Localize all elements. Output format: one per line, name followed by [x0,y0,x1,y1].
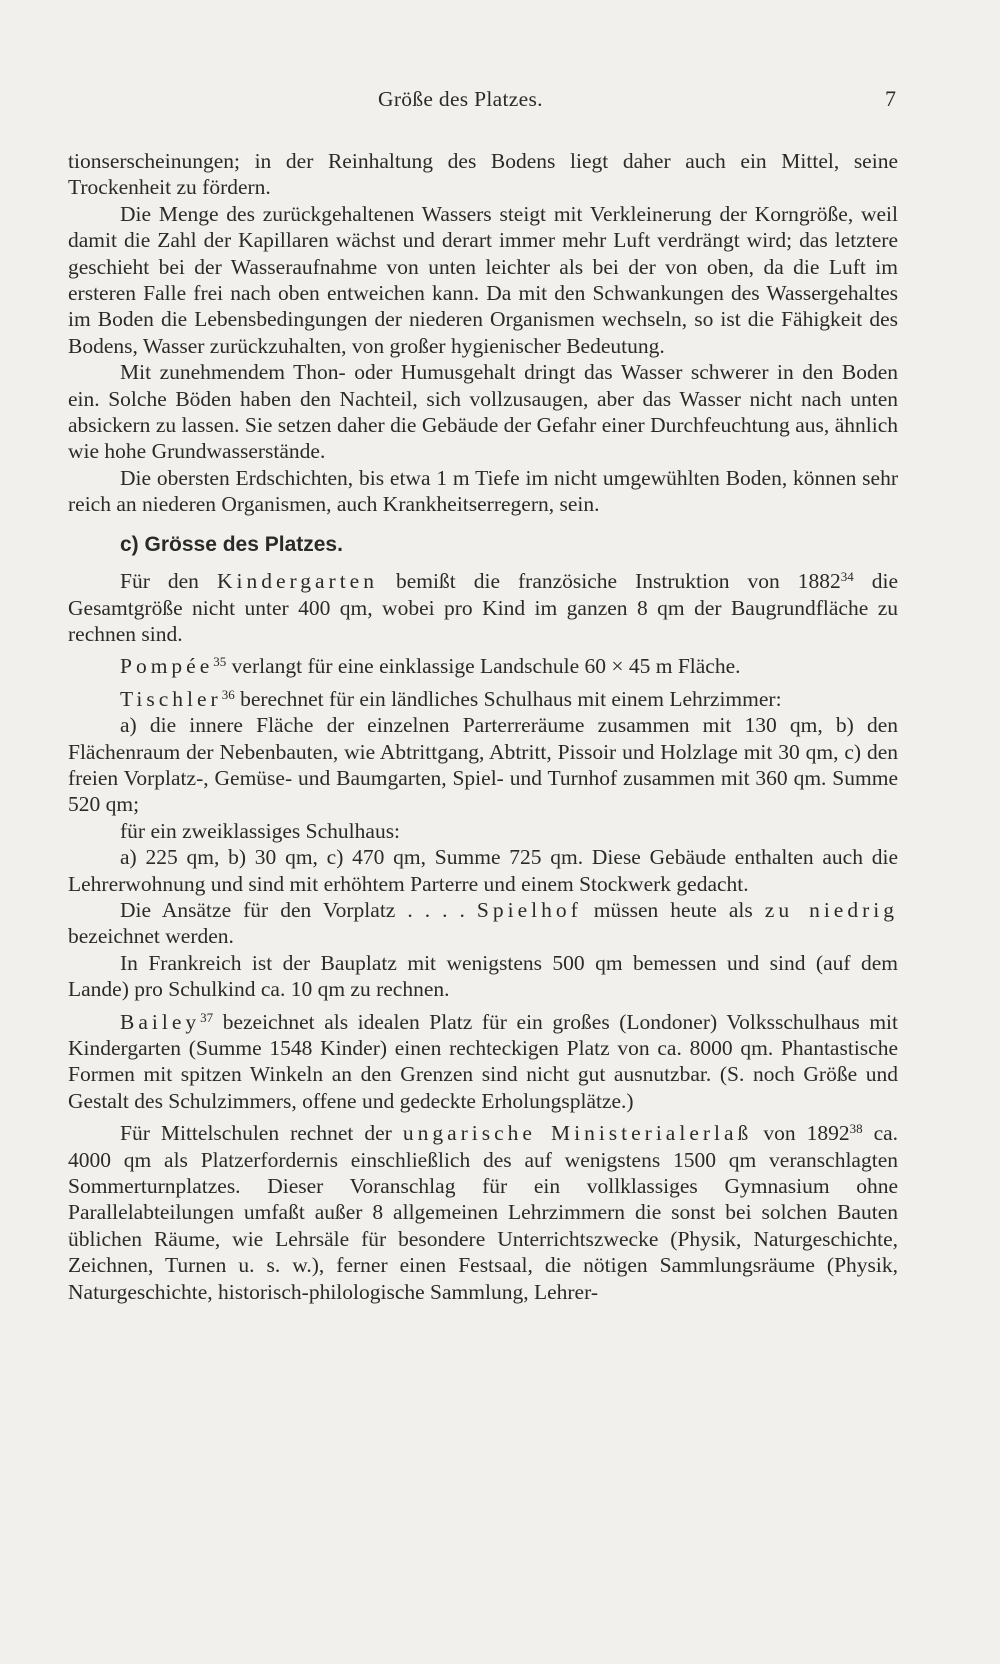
paragraph-water-retention: Die Menge des zurückgehaltenen Wassers steigt mit Verkleinerung der Korngröße, weil damit die Zahl der Kapillaren wächst und derart immer mehr Luft verdrängt wird; das letztere geschieht bei der Wasseraufnahme von unten leichter als bei der von oben, da die Luft im ersteren Falle frei nach oben entweichen kann. Da mit den Schwankungen des Wassergehaltes im Boden die Lebensbedingungen der niederen Organismen wechseln, so ist die Fähigkeit des Bodens, Wasser zurückzuhalten, von großer hygienischer Bedeutung. [68,201,898,358]
text-segment: von 1892 [763,1121,850,1146]
paragraph-continuation: tionserscheinungen; in der Reinhaltung des Bodens liegt daher auch ein Mittel, seine Trockenheit zu fördern. [68,149,898,200]
author-name: Pompée [120,654,214,679]
text-segment: Die Ansätze für den Vorplatz . . . . [120,897,465,922]
footnote-ref: 37 [200,1009,214,1025]
paragraph-clay-humus: Mit zunehmendem Thon- oder Humusgehalt dringt das Wasser schwerer in den Boden ein. Solche Böden haben den Nachteil, sich vollzusaugen, aber das Wasser nicht nach unten absickern zu lassen. Sie setzen daher die Gebäude der Gefahr einer Durchfeuchtung aus, ähnlich wie hohe Grundwasserstände. [68,360,898,464]
section-heading: c) Grösse des Platzes. [120,532,343,556]
spaced-term: ungarische Ministerialerlaß [402,1121,753,1146]
footnote-ref: 35 [213,654,227,670]
running-head: Größe des Platzes. [378,87,543,111]
page-number: 7 [885,86,896,111]
footnote-ref: 34 [840,569,854,585]
page-body [68,148,898,1305]
paragraph-soil-layers: Die obersten Erdschichten, bis etwa 1 m Tiefe im nicht umgewühlten Boden, können sehr reich an niederen Organismen, auch Krankheitserregern, sein. [68,465,898,517]
paragraph-frankreich: In Frankreich ist der Bauplatz mit wenigstens 500 qm bemessen und sind (auf dem Lande) pro Schulkind ca. 10 qm zu rechnen. [68,950,898,1002]
text-segment: verlangt für eine einklassige Landschule 60 × 45 m Fläche. [231,654,741,679]
spaced-term: zu niedrig [764,897,898,922]
text-segment: bemißt die französiche Instruktion von 1882 [396,569,841,594]
text-segment: Für Mittelschulen rechnet der [120,1121,392,1146]
paragraph-pompee [68,653,898,679]
text-segment: Für den [120,569,199,594]
text-segment: bezeichnet als idealen Platz für ein großes (Londoner) Volksschulhaus mit Kindergarten (Summe 1548 Kinder) einen rechteckigen Platz von ca. 8000 qm. Phantastische Formen mit spitzen Winkeln an den Grenzen sind nicht gut ausnutzbar. (S. noch Größe und Gestalt des Schulzimmers, offene und gedeckte Erholungsplätze.) [68,1009,898,1113]
footnote-ref: 38 [849,1121,863,1137]
paragraph-tischler-two-class: für ein zweiklassiges Schulhaus: [120,818,401,843]
spaced-term: Kindergarten [216,569,378,594]
paragraph-tischler [68,686,898,712]
page-header [0,86,1000,118]
spaced-term: Spielhof [476,897,582,922]
text-segment: ca. 4000 qm als Platzerfordernis einschließlich des auf wenigstens 1500 qm veranschlagten Sommerturnplatzes. Dieser Voranschlag für ein vollklassiges Gymnasium ohne Parallelabteilungen umfaßt außer 8 allgemeinen Lehrzimmern die sonst bei solchen Bauten üblichen Räume, wie Lehrsäle für besondere Unterrichtszwecke (Physik, Naturgeschichte, Zeichnen, Turnen u. s. w.), ferner einen Festsaal, die nötigen Sammlungsräume (Physik, Naturgeschichte, historisch-philologische Sammlung, Lehrer- [68,1121,899,1304]
author-name: Bailey [120,1009,201,1034]
paragraph-kindergarten [68,568,898,647]
paragraph-bailey [68,1009,898,1115]
paragraph-tischler-a: a) die innere Fläche der einzelnen Parterreräume zusammen mit 130 qm, b) den Flächenraum der Nebenbauten, wie Abtrittgang, Abtritt, Pissoir und Holzlage mit 30 qm, c) den freien Vorplatz-, Gemüse- und Baumgarten, Spiel- und Turnhof zusammen mit 360 qm. Summe 520 qm; [68,713,898,817]
text-segment: müssen heute als [593,897,753,922]
footnote-ref: 36 [221,686,235,702]
paragraph-mittelschulen [68,1120,898,1305]
author-name: Tischler [120,686,222,711]
paragraph-tischler-b: a) 225 qm, b) 30 qm, c) 470 qm, Summe 725 qm. Diese Gebäude enthalten auch die Lehrerwohnung und sind mit erhöhtem Parterre und einem Stockwerk gedacht. [68,845,898,896]
text-segment: bezeichnet werden. [68,924,234,949]
text-segment: die Gesamtgröße nicht unter 400 qm, wobei pro Kind im ganzen 8 qm der Baugrundfläche zu rechnen sind. [68,569,899,646]
paragraph-ansaetze [68,897,898,950]
text-segment: berechnet für ein ländliches Schulhaus mit einem Lehrzimmer: [240,686,782,711]
